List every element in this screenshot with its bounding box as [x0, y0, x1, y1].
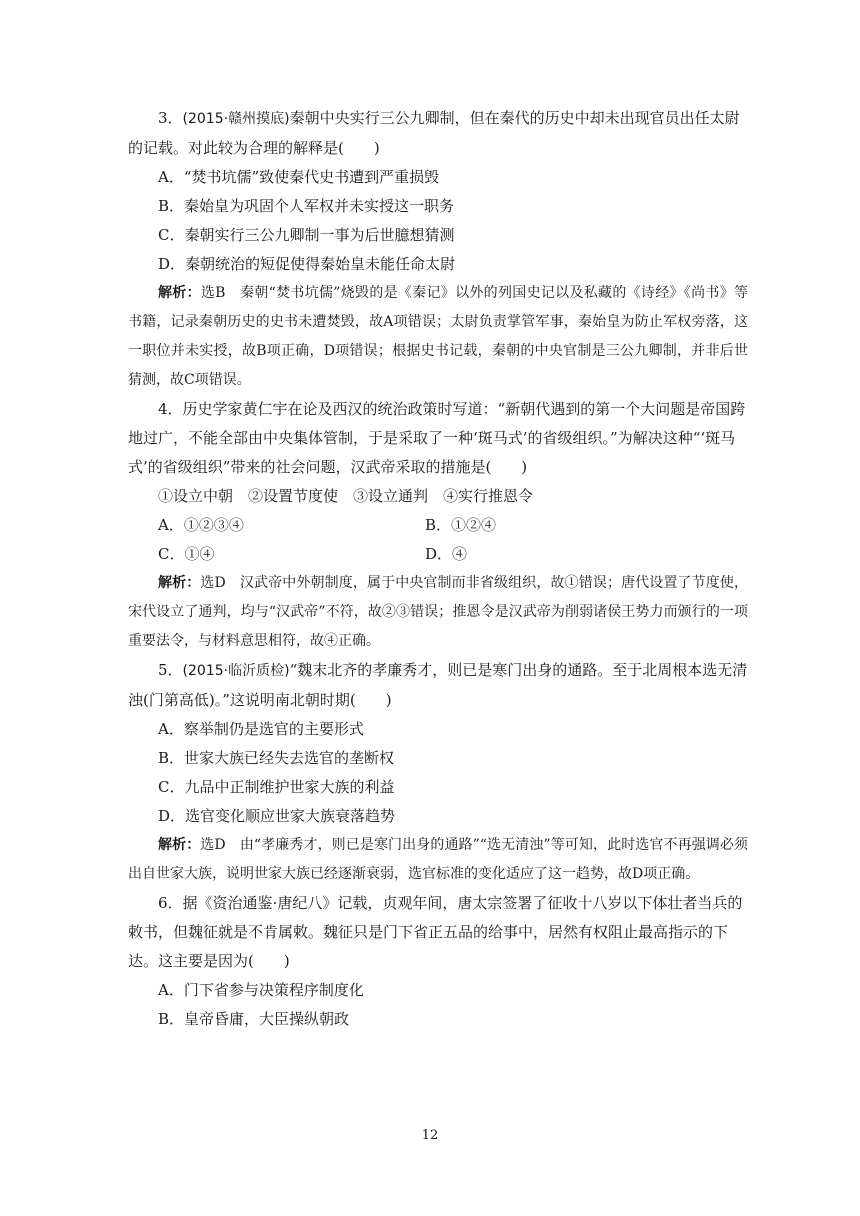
analysis	[128, 831, 748, 889]
option-b: B．皇帝昏庸，大臣操纵朝政	[158, 1010, 350, 1028]
question-text: 据《资治通鉴·唐纪八》记载，贞观年间，唐太宗签署了征收十八岁以下体壮者当兵的敕书，但魏征就是不肯属敕。魏征只是门下省正五品的给事中，居然有权阻止最高指示的下达。这主要是因为( )	[128, 894, 743, 970]
analysis-text: 选D 由“孝廉秀才，则已是寒门出身的通路”“选无清浊”等可知，此时选官不再强调必须出自世家大族，说明世家大族已经逐渐衰弱，选官标准的变化适应了这一趋势，故D项正确。	[128, 837, 748, 882]
analysis-label: 解析：	[158, 285, 201, 301]
question-source: (2015·临沂质检)	[182, 663, 290, 679]
analysis	[128, 569, 748, 656]
question-number: 3．	[158, 109, 183, 127]
option-d: D．秦朝统治的短促使得秦始皇未能任命太尉	[158, 255, 456, 273]
question-5	[128, 656, 748, 889]
question-3	[128, 104, 748, 395]
question-source: (2015·赣州摸底)	[182, 111, 290, 127]
question-stem	[128, 395, 748, 482]
question-list	[128, 104, 748, 1034]
option-a: A．察举制仍是选官的主要形式	[158, 720, 364, 738]
analysis	[128, 279, 748, 395]
question-number: 5．	[158, 661, 183, 679]
question-text: 历史学家黄仁宇在论及西汉的统治政策时写道：“新朝代遇到的第一个大问题是帝国跨地过广，不能全部由中央集体管制，于是采取了一种‘斑马式’的省级组织。”为解决这种“‘斑马式’的省级组织”带来的社会问题，汉武帝采取的措施是( )	[128, 400, 746, 476]
analysis-text: 选D 汉武帝中外朝制度，属于中央官制而非省级组织，故①错误；唐代设置了节度使，宋代设立了通判，均与“汉武帝”不符，故②③错误；推恩令是汉武帝为削弱诸侯王势力而颁行的一项重要法令，与材料意思相符，故④正确。	[128, 575, 748, 649]
option-a: A．①②③④	[158, 516, 244, 534]
option-d: D．选官变化顺应世家大族衰落趋势	[158, 807, 396, 825]
option-row	[128, 540, 748, 569]
analysis-label: 解析：	[158, 837, 201, 853]
question-text: “魏末北齐的孝廉秀才，则已是寒门出身的通路。至于北周根本选无清浊(门第高低)。”这说明南北朝时期( )	[128, 661, 748, 709]
option-c: C．九品中正制维护世家大族的利益	[158, 778, 395, 796]
question-stem	[128, 889, 748, 976]
page-number: 12	[421, 1128, 439, 1143]
option-d: D．④	[425, 545, 468, 563]
question-6	[128, 889, 748, 1034]
question-text: 秦朝中央实行三公九卿制，但在秦代的历史中却未出现官员出任太尉的记载。对此较为合理的解释是( )	[128, 109, 740, 157]
analysis-text: 选B 秦朝“焚书坑儒”烧毁的是《秦记》以外的列国史记以及私藏的《诗经》《尚书》等书籍，记录秦朝历史的史书未遭焚毁，故A项错误；太尉负责掌管军事，秦始皇为防止军权旁落，这一职位并未实授，故B项正确，D项错误；根据史书记载，秦朝的中央官制是三公九卿制，并非后世猜测，故C项错误。	[128, 285, 748, 388]
question-4	[128, 395, 748, 656]
question-stem	[128, 656, 748, 715]
option-a: A．“焚书坑儒”致使秦代史书遭到严重损毁	[158, 168, 440, 186]
option-b: B．①②④	[425, 516, 497, 534]
option-b: B．秦始皇为巩固个人军权并未实授这一职务	[158, 197, 455, 215]
question-number: 6．	[158, 894, 183, 912]
option-row	[128, 511, 748, 540]
option-a: A．门下省参与决策程序制度化	[158, 981, 364, 999]
option-c: C．秦朝实行三公九卿制一事为后世臆想猜测	[158, 226, 455, 244]
question-stem	[128, 104, 748, 163]
option-b: B．世家大族已经失去选官的垄断权	[158, 749, 395, 767]
option-c: C．①④	[158, 545, 215, 563]
question-number: 4．	[158, 400, 183, 418]
analysis-label: 解析：	[158, 575, 201, 591]
numbered-items: ①设立中朝 ②设置节度使 ③设立通判 ④实行推恩令	[158, 487, 534, 505]
